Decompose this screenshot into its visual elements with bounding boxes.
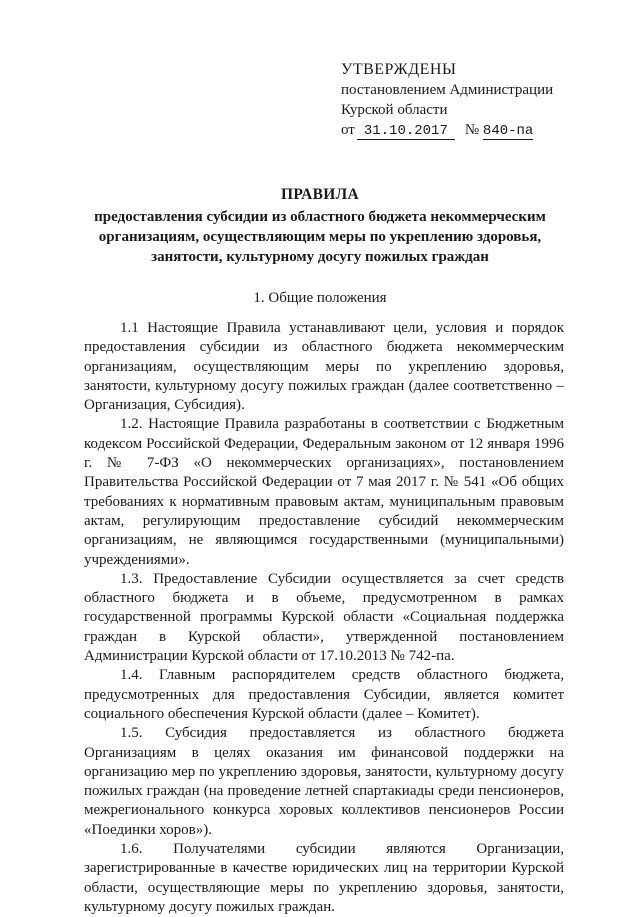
approval-number: 840-па — [482, 123, 534, 139]
number-label: № — [464, 122, 480, 138]
paragraph-1-5: 1.5. Субсидия предоставляется из областного бюджета Организациям в целях оказания им финансовой поддержки на организацию мер по укреплению здоровья, занятости, культурному досугу пожилых граждан (на проведение летней спартакиады среди пенсионеров, межрегионального конкурса хоровых коллективов пенсионеров России «Поединки хоров»). — [84, 725, 564, 838]
approval-line-1: постановлением Администрации — [341, 82, 554, 98]
approval-date: 31.10.2017 — [357, 123, 455, 140]
paragraph-1-2: 1.2. Настоящие Правила разработаны в соответствии с Бюджетным кодексом Российской Федерации, Федеральным законом от 12 января 1996 г. № 7-ФЗ «О некоммерческих организациях», постановлением Правительства Российской Федерации от 7 мая 2017 г. № 541 «Об общих требованиях к нормативным правовым актам, муниципальным правовым актам, регулирующим предоставление субсидий некоммерческим организациям, не являющимся государственными (муниципальными) учреждениями». — [84, 416, 564, 568]
paragraph-1-3: 1.3. Предоставление Субсидии осуществляется за счет средств областного бюджета и в объеме, предусмотренном в рамках государственной программы Курской области «Социальная поддержка граждан в Курской области», утвержденной постановлением Администрации Курской области от 17.10.2013 № 742-па. — [84, 570, 564, 665]
paragraph-1-6: 1.6. Получателями субсидии являются Организации, зарегистрированные в качестве юридических лиц на территории Курской области, осуществляющие меры по укреплению здоровья, занятости, культурному досугу пожилых граждан. — [84, 841, 564, 915]
document-title: ПРАВИЛА — [281, 186, 359, 203]
paragraph-1-4: 1.4. Главным распорядителем средств областного бюджета, предусмотренных для предоставления Субсидии, является комитет социального обеспечения Курской области (далее – Комитет). — [84, 667, 564, 722]
approved-label: УТВЕРЖДЕНЫ — [341, 61, 457, 78]
from-label: от — [341, 122, 355, 138]
approval-stamp-block — [341, 60, 601, 140]
document-subtitle: предоставления субсидии из областного бюджета некоммерческим организациям, осуществляющим меры по укреплению здоровья, занятости, культурному досугу пожилых граждан — [94, 209, 546, 265]
document-title-block — [70, 185, 570, 267]
approval-date-line — [341, 120, 601, 140]
document-body — [84, 319, 564, 917]
approval-line-2: Курской области — [341, 102, 448, 118]
paragraph-1-1: 1.1 Настоящие Правила устанавливают цели, условия и порядок предоставления субсидии из областного бюджета некоммерческим организациям, осуществляющим меры по укреплению здоровья, занятости, культурному досугу пожилых граждан (далее соответственно – Организация, Субсидия). — [84, 320, 564, 414]
section-heading: 1. Общие положения — [253, 290, 387, 306]
